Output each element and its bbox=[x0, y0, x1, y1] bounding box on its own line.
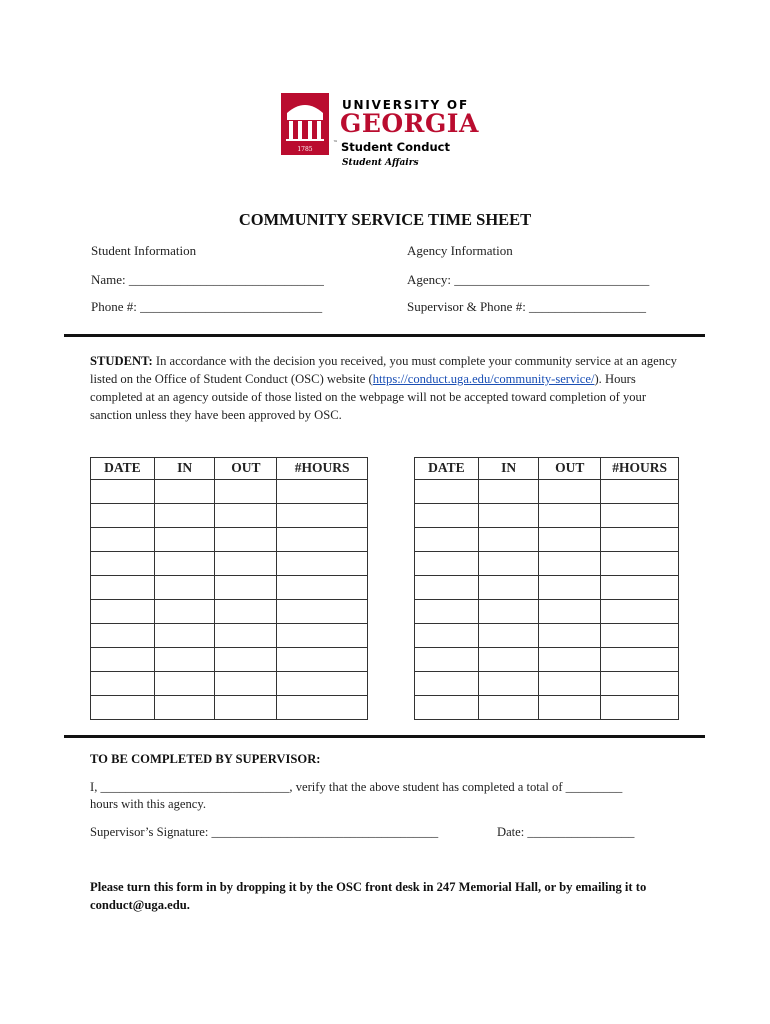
table-row bbox=[91, 648, 368, 672]
table-row bbox=[415, 696, 679, 720]
cell-hours[interactable] bbox=[601, 504, 679, 528]
cell-date[interactable] bbox=[91, 672, 155, 696]
cell-out[interactable] bbox=[215, 696, 277, 720]
table-row bbox=[91, 480, 368, 504]
col-in-header: IN bbox=[154, 458, 215, 480]
cell-out[interactable] bbox=[539, 696, 601, 720]
student-name-field[interactable]: Name: ______________________________ bbox=[91, 272, 324, 287]
cell-date[interactable] bbox=[415, 552, 479, 576]
cell-out[interactable] bbox=[215, 528, 277, 552]
cell-hours[interactable] bbox=[601, 600, 679, 624]
agency-info-heading: Agency Information bbox=[407, 243, 513, 258]
cell-out[interactable] bbox=[539, 600, 601, 624]
submission-instructions: Please turn this form in by dropping it by the OSC front desk in 247 Memorial Hall, or by emailing it to conduct@uga.edu. bbox=[90, 880, 647, 912]
cell-in[interactable] bbox=[478, 600, 539, 624]
cell-in[interactable] bbox=[154, 576, 215, 600]
uga-arch-logo bbox=[281, 93, 329, 155]
col-date-header: DATE bbox=[91, 458, 155, 480]
cell-out[interactable] bbox=[539, 624, 601, 648]
supervisor-phone-field[interactable]: Supervisor & Phone #: __________________ bbox=[407, 299, 647, 314]
cell-hours[interactable] bbox=[601, 696, 679, 720]
cell-out[interactable] bbox=[215, 576, 277, 600]
cell-in[interactable] bbox=[478, 696, 539, 720]
cell-date[interactable] bbox=[91, 480, 155, 504]
cell-in[interactable] bbox=[154, 480, 215, 504]
logo-student-affairs: Student Affairs bbox=[342, 158, 419, 168]
cell-date[interactable] bbox=[91, 504, 155, 528]
cell-in[interactable] bbox=[154, 696, 215, 720]
logo-student-conduct: Student Conduct bbox=[341, 140, 450, 154]
notice-text-end: ). Hours completed at an agency outside of those listed on the webpage will not be accepted toward completion of your sanction unless they have been approved by OSC. bbox=[90, 372, 647, 422]
cell-hours[interactable] bbox=[277, 576, 368, 600]
cell-in[interactable] bbox=[478, 648, 539, 672]
community-service-link[interactable]: https://conduct.uga.edu/community-service/ bbox=[372, 372, 595, 386]
cell-date[interactable] bbox=[415, 576, 479, 600]
col-hours-header: #HOURS bbox=[277, 458, 368, 480]
cell-out[interactable] bbox=[215, 672, 277, 696]
divider bbox=[64, 334, 705, 337]
cell-in[interactable] bbox=[154, 600, 215, 624]
cell-out[interactable] bbox=[539, 648, 601, 672]
cell-date[interactable] bbox=[415, 504, 479, 528]
col-hours-header: #HOURS bbox=[601, 458, 679, 480]
table-row bbox=[415, 528, 679, 552]
agency-field[interactable]: Agency: ______________________________ bbox=[407, 272, 650, 287]
table-row bbox=[91, 696, 368, 720]
cell-date[interactable] bbox=[415, 672, 479, 696]
cell-date[interactable] bbox=[91, 552, 155, 576]
cell-date[interactable] bbox=[91, 624, 155, 648]
student-notice bbox=[90, 352, 690, 424]
cell-out[interactable] bbox=[215, 552, 277, 576]
cell-hours[interactable] bbox=[601, 624, 679, 648]
table-row bbox=[415, 624, 679, 648]
cell-in[interactable] bbox=[478, 576, 539, 600]
col-out-header: OUT bbox=[215, 458, 277, 480]
student-phone-field[interactable]: Phone #: ____________________________ bbox=[91, 299, 323, 314]
cell-hours[interactable] bbox=[601, 648, 679, 672]
table-row bbox=[91, 552, 368, 576]
date-field[interactable]: Date: _________________ bbox=[497, 825, 635, 839]
cell-out[interactable] bbox=[539, 552, 601, 576]
table-row bbox=[415, 600, 679, 624]
cell-in[interactable] bbox=[478, 672, 539, 696]
cell-date[interactable] bbox=[415, 624, 479, 648]
cell-out[interactable] bbox=[215, 648, 277, 672]
cell-in[interactable] bbox=[154, 624, 215, 648]
cell-date[interactable] bbox=[91, 600, 155, 624]
table-row bbox=[91, 672, 368, 696]
cell-date[interactable] bbox=[91, 696, 155, 720]
cell-date[interactable] bbox=[415, 696, 479, 720]
cell-date[interactable] bbox=[415, 600, 479, 624]
cell-date[interactable] bbox=[415, 648, 479, 672]
cell-hours[interactable] bbox=[277, 624, 368, 648]
col-in-header: IN bbox=[478, 458, 539, 480]
cell-in[interactable] bbox=[478, 528, 539, 552]
table-row bbox=[415, 504, 679, 528]
logo-university-of: UNIVERSITY OF bbox=[342, 98, 469, 112]
cell-hours[interactable] bbox=[277, 696, 368, 720]
supervisor-section-heading: TO BE COMPLETED BY SUPERVISOR: bbox=[90, 752, 321, 766]
cell-date[interactable] bbox=[415, 480, 479, 504]
cell-hours[interactable] bbox=[601, 480, 679, 504]
table-row bbox=[415, 672, 679, 696]
cell-in[interactable] bbox=[154, 528, 215, 552]
timesheet-table-left bbox=[90, 457, 368, 720]
cell-date[interactable] bbox=[91, 648, 155, 672]
cell-hours[interactable] bbox=[277, 672, 368, 696]
cell-out[interactable] bbox=[539, 480, 601, 504]
cell-in[interactable] bbox=[478, 624, 539, 648]
table-row bbox=[415, 576, 679, 600]
cell-in[interactable] bbox=[154, 648, 215, 672]
cell-out[interactable] bbox=[215, 624, 277, 648]
supervisor-signature-field[interactable]: Supervisor’s Signature: ____________________________________ bbox=[90, 825, 439, 839]
notice-lead: STUDENT: bbox=[90, 354, 153, 368]
cell-hours[interactable] bbox=[277, 552, 368, 576]
notice-text: In accordance with the decision you received, you must complete your community service at an agency listed on the Office of Student Conduct (OSC) website ( bbox=[90, 354, 677, 386]
divider bbox=[64, 735, 705, 738]
timesheet-table-right bbox=[414, 457, 679, 720]
cell-date[interactable] bbox=[415, 528, 479, 552]
table-row bbox=[91, 576, 368, 600]
cell-in[interactable] bbox=[154, 504, 215, 528]
cell-hours[interactable] bbox=[277, 600, 368, 624]
logo-georgia: GEORGIA bbox=[340, 109, 479, 138]
col-out-header: OUT bbox=[539, 458, 601, 480]
cell-out[interactable] bbox=[539, 528, 601, 552]
table-row bbox=[91, 624, 368, 648]
cell-hours[interactable] bbox=[277, 528, 368, 552]
verify-line[interactable]: I, ______________________________, verify that the above student has completed a total of _________ bbox=[90, 780, 623, 794]
verify-line-continued: hours with this agency. bbox=[90, 797, 207, 811]
cell-hours[interactable] bbox=[277, 480, 368, 504]
cell-in[interactable] bbox=[478, 552, 539, 576]
table-row bbox=[415, 552, 679, 576]
cell-out[interactable] bbox=[539, 504, 601, 528]
page-title: COMMUNITY SERVICE TIME SHEET bbox=[238, 210, 532, 229]
logo-year: 1785 bbox=[297, 146, 313, 153]
table-row bbox=[91, 504, 368, 528]
student-info-heading: Student Information bbox=[91, 243, 197, 258]
cell-out[interactable] bbox=[539, 672, 601, 696]
cell-out[interactable] bbox=[215, 480, 277, 504]
cell-out[interactable] bbox=[215, 504, 277, 528]
table-row bbox=[91, 528, 368, 552]
cell-hours[interactable] bbox=[601, 528, 679, 552]
cell-date[interactable] bbox=[91, 528, 155, 552]
cell-hours[interactable] bbox=[601, 552, 679, 576]
cell-date[interactable] bbox=[91, 576, 155, 600]
cell-out[interactable] bbox=[215, 600, 277, 624]
cell-hours[interactable] bbox=[601, 576, 679, 600]
cell-in[interactable] bbox=[154, 672, 215, 696]
cell-in[interactable] bbox=[478, 480, 539, 504]
table-row bbox=[415, 648, 679, 672]
table-row bbox=[91, 600, 368, 624]
col-date-header: DATE bbox=[415, 458, 479, 480]
cell-hours[interactable] bbox=[277, 648, 368, 672]
table-row bbox=[415, 480, 679, 504]
cell-hours[interactable] bbox=[277, 504, 368, 528]
cell-out[interactable] bbox=[539, 576, 601, 600]
cell-in[interactable] bbox=[154, 552, 215, 576]
cell-in[interactable] bbox=[478, 504, 539, 528]
trademark-mark: ™ bbox=[333, 140, 338, 146]
cell-hours[interactable] bbox=[601, 672, 679, 696]
